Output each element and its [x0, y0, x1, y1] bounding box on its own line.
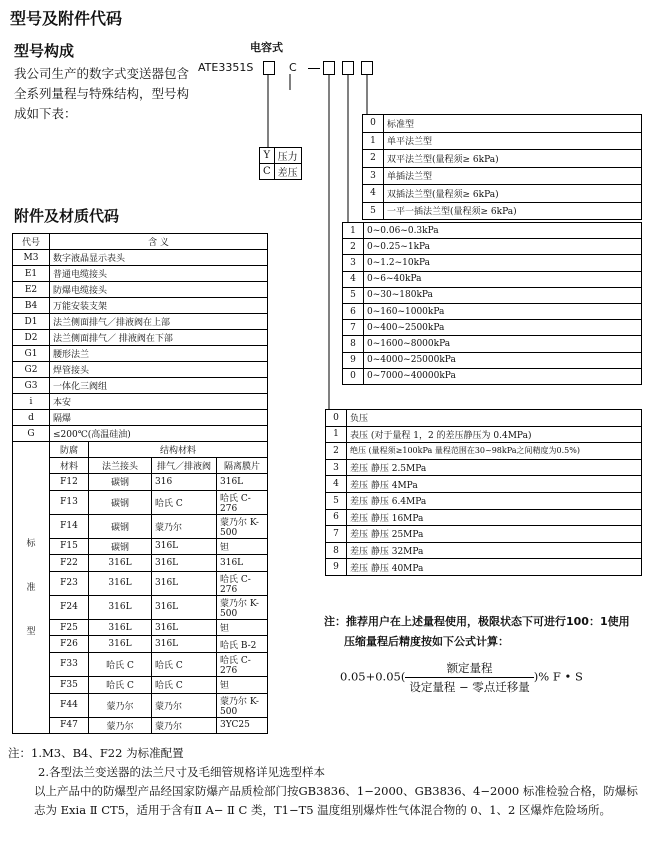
accessory-table — [12, 233, 268, 734]
material-code: F33 — [50, 652, 89, 676]
accessory-heading: 附件及材质代码 — [14, 207, 120, 225]
accessory-code: D2 — [13, 330, 50, 346]
standard-char: 标 — [26, 538, 36, 549]
structure-table — [362, 114, 642, 220]
pressure-row — [326, 559, 642, 576]
range-code: 3 — [343, 255, 364, 271]
flange-material: 316L — [89, 555, 152, 572]
structure-desc: 单插法兰型 — [384, 167, 642, 185]
pressure-desc: 差压 静压 2.5MPa — [347, 459, 642, 476]
vent-material: 316L — [152, 619, 217, 636]
material-row — [13, 619, 268, 636]
accessory-row — [13, 314, 268, 330]
material-code: F22 — [50, 555, 89, 572]
structure-desc: 一平一插法兰型(量程须≥ 6kPa) — [384, 202, 642, 220]
vent-material: 316L — [152, 555, 217, 572]
diaphragm-material: 钽 — [217, 619, 268, 636]
material-row — [13, 676, 268, 693]
vent-material: 316L — [152, 636, 217, 653]
material-code: F26 — [50, 636, 89, 653]
pressure-desc: 差压 静压 6.4MPa — [347, 492, 642, 509]
material-code: F44 — [50, 693, 89, 717]
accessory-code: G2 — [13, 362, 50, 378]
structure-row — [363, 132, 642, 150]
accessory-row — [13, 346, 268, 362]
diaphragm-material: 蒙乃尔 K-500 — [217, 595, 268, 619]
pressure-desc: 差压 静压 32MPa — [347, 542, 642, 559]
vent-material: 316L — [152, 571, 217, 595]
material-code: F47 — [50, 717, 89, 734]
pressure-code: 5 — [326, 492, 347, 509]
flange-material: 碳钢 — [89, 474, 152, 491]
pressure-row — [326, 509, 642, 526]
vent-header: 排气／排液阀 — [152, 458, 217, 474]
accessory-code: i — [13, 394, 50, 410]
material-row — [13, 693, 268, 717]
accessory-row — [13, 378, 268, 394]
diaphragm-material: 蒙乃尔 K-500 — [217, 693, 268, 717]
material-header: 材料 — [50, 458, 89, 474]
diaphragm-material: 蒙乃尔 K-500 — [217, 514, 268, 538]
flange-material: 哈氏 C — [89, 676, 152, 693]
vent-material: 316L — [152, 538, 217, 555]
material-row — [13, 555, 268, 572]
structure-code: 2 — [363, 150, 384, 168]
pressure-desc: 差压 静压 16MPa — [347, 509, 642, 526]
range-row — [343, 320, 642, 336]
structure-desc: 标准型 — [384, 115, 642, 133]
standard-char: 型 — [26, 626, 36, 637]
yc-row — [260, 164, 302, 180]
accessory-row — [13, 266, 268, 282]
accessory-desc: 数字液晶显示表头 — [50, 250, 268, 266]
range-desc: 0~30~180kPa — [364, 287, 642, 303]
pressure-row — [326, 526, 642, 543]
vent-material: 蒙乃尔 — [152, 514, 217, 538]
accessory-code: B4 — [13, 298, 50, 314]
material-row — [13, 595, 268, 619]
footer-note-1: 注：1.M3、B4、F22 为标准配置 — [8, 746, 184, 760]
yc-desc: 压力 — [274, 148, 301, 164]
diaphragm-material: 钽 — [217, 538, 268, 555]
vent-material: 哈氏 C — [152, 652, 217, 676]
vent-material: 316 — [152, 474, 217, 491]
model-intro: 我公司生产的数字式变送器包含全系列量程与特殊结构，型号构成如下表： — [14, 66, 190, 121]
accessory-desc: 一体化三阀组 — [50, 378, 268, 394]
range-desc: 0~160~1000kPa — [364, 303, 642, 319]
accessory-header-row — [13, 234, 268, 250]
capacitive-label: 电容式 — [250, 41, 283, 54]
material-code: F23 — [50, 571, 89, 595]
accuracy-formula — [340, 660, 583, 695]
range-desc: 0~0.25~1kPa — [364, 239, 642, 255]
range-desc: 0~400~2500kPa — [364, 320, 642, 336]
range-code: 4 — [343, 271, 364, 287]
material-row — [13, 652, 268, 676]
range-table — [342, 222, 642, 385]
standard-char: 准 — [26, 582, 36, 593]
material-code: F24 — [50, 595, 89, 619]
diaphragm-header: 隔离膜片 — [217, 458, 268, 474]
note-line: 压缩量程后精度按如下公式计算： — [344, 635, 509, 648]
pressure-desc: 绝压 (量程须≥100kPa 量程范围在30~98kPa之间精度为0.5%) — [347, 443, 642, 460]
flange-material: 316L — [89, 619, 152, 636]
structure-row — [363, 115, 642, 133]
material-row — [13, 474, 268, 491]
formula-fraction — [405, 660, 533, 695]
structure-row — [363, 202, 642, 220]
range-code: 0 — [343, 368, 364, 384]
yc-table — [259, 147, 302, 180]
flange-material: 碳钢 — [89, 490, 152, 514]
diaphragm-material: 哈氏 C-276 — [217, 652, 268, 676]
vent-material: 哈氏 C — [152, 490, 217, 514]
model-heading: 型号构成 — [14, 42, 75, 60]
accessory-row — [13, 426, 268, 442]
accessory-row — [13, 250, 268, 266]
material-row — [13, 538, 268, 555]
diaphragm-material: 3YC25 — [217, 717, 268, 734]
diaphragm-material: 316L — [217, 474, 268, 491]
formula-numerator: 额定量程 — [405, 660, 533, 678]
accessory-row — [13, 410, 268, 426]
accessory-row — [13, 298, 268, 314]
accessory-desc: 普通电缆接头 — [50, 266, 268, 282]
range-code: 5 — [343, 287, 364, 303]
accessory-row — [13, 362, 268, 378]
flange-material: 哈氏 C — [89, 652, 152, 676]
structure-row — [363, 150, 642, 168]
c-letter: C — [289, 61, 297, 74]
formula-suffix: )% F • S — [533, 669, 583, 684]
structure-desc: 单平法兰型 — [384, 132, 642, 150]
accessory-code: d — [13, 410, 50, 426]
formula-prefix: 0.05+0.05( — [340, 669, 406, 684]
accessory-code: G3 — [13, 378, 50, 394]
range-code: 6 — [343, 303, 364, 319]
diaphragm-material: 哈氏 C-276 — [217, 490, 268, 514]
accessory-row — [13, 330, 268, 346]
flange-material: 316L — [89, 636, 152, 653]
structure-code: 5 — [363, 202, 384, 220]
pressure-table — [325, 409, 642, 576]
vent-material: 蒙乃尔 — [152, 717, 217, 734]
yc-desc: 差压 — [274, 164, 301, 180]
accessory-code: G1 — [13, 346, 50, 362]
standard-type-label — [13, 442, 50, 734]
flange-header: 法兰接头 — [89, 458, 152, 474]
accessory-code: G — [13, 426, 50, 442]
accessory-desc: 腰形法兰 — [50, 346, 268, 362]
flange-material: 蒙乃尔 — [89, 693, 152, 717]
pressure-code: 7 — [326, 526, 347, 543]
structure-code: 0 — [363, 115, 384, 133]
footer-note-3: 以上产品中的防爆型产品经国家防爆产品质检部门按GB3836、1−2000、GB3836、4−2000 标准检验合格，防爆标志为 Exia Ⅱ CT5，适用于含有Ⅱ A− Ⅱ C 类，T1−T5 温度组别爆炸性气体混合物的 0、1、2 区爆炸危险场所。 — [34, 784, 638, 817]
flange-material: 蒙乃尔 — [89, 717, 152, 734]
material-subheader-row — [13, 458, 268, 474]
range-code: 1 — [343, 223, 364, 239]
pressure-code: 0 — [326, 410, 347, 427]
pressure-row — [326, 426, 642, 443]
pressure-code: 1 — [326, 426, 347, 443]
diaphragm-material: 钽 — [217, 676, 268, 693]
accessory-desc: 万能安装支架 — [50, 298, 268, 314]
accessory-desc: 法兰侧面排气／ 排液阀在下部 — [50, 330, 268, 346]
range-row — [343, 368, 642, 384]
pressure-code: 4 — [326, 476, 347, 493]
page-title: 型号及附件代码 — [10, 9, 123, 28]
flange-material: 碳钢 — [89, 538, 152, 555]
flange-material: 316L — [89, 571, 152, 595]
range-code: 8 — [343, 336, 364, 352]
range-desc: 0~0.06~0.3kPa — [364, 223, 642, 239]
range-row — [343, 303, 642, 319]
formula-denominator: 设定量程 − 零点迁移量 — [409, 680, 530, 694]
pressure-code: 2 — [326, 443, 347, 460]
flange-material: 316L — [89, 595, 152, 619]
pressure-desc: 差压 静压 25MPa — [347, 526, 642, 543]
vent-material: 蒙乃尔 — [152, 693, 217, 717]
material-code: F25 — [50, 619, 89, 636]
anti-corr-header: 防腐 — [50, 442, 89, 458]
material-row — [13, 571, 268, 595]
range-row — [343, 287, 642, 303]
pressure-code: 6 — [326, 509, 347, 526]
yc-row — [260, 148, 302, 164]
material-code: F35 — [50, 676, 89, 693]
accessory-desc: 防爆电缆接头 — [50, 282, 268, 298]
pressure-desc: 负压 — [347, 410, 642, 427]
yc-code: C — [260, 164, 275, 180]
range-code: 2 — [343, 239, 364, 255]
material-code: F15 — [50, 538, 89, 555]
range-row — [343, 223, 642, 239]
range-desc: 0~4000~25000kPa — [364, 352, 642, 368]
structure-material-header: 结构材料 — [89, 442, 268, 458]
diaphragm-material: 哈氏 C-276 — [217, 571, 268, 595]
pressure-code: 9 — [326, 559, 347, 576]
accessory-code: E1 — [13, 266, 50, 282]
diaphragm-material: 316L — [217, 555, 268, 572]
pressure-desc: 表压 (对于量程 1，2 的差压静压为 0.4MPa) — [347, 426, 642, 443]
footer-note-2: 2.各型法兰变送器的法兰尺寸及毛细管规格详见选型样本 — [38, 765, 325, 779]
material-header-row — [13, 442, 268, 458]
accessory-desc: 本安 — [50, 394, 268, 410]
range-row — [343, 352, 642, 368]
material-code: F14 — [50, 514, 89, 538]
pressure-row — [326, 492, 642, 509]
model-prefix: ATE3351S — [198, 61, 254, 74]
material-code: F13 — [50, 490, 89, 514]
range-code: 9 — [343, 352, 364, 368]
range-row — [343, 255, 642, 271]
meaning-header: 含 义 — [50, 234, 268, 250]
material-row — [13, 514, 268, 538]
structure-desc: 双平法兰型(量程须≥ 6kPa) — [384, 150, 642, 168]
pressure-code: 8 — [326, 542, 347, 559]
range-desc: 0~1600~8000kPa — [364, 336, 642, 352]
structure-desc: 双插法兰型(量程须≥ 6kPa) — [384, 185, 642, 203]
structure-row — [363, 185, 642, 203]
structure-code: 1 — [363, 132, 384, 150]
code-header: 代号 — [13, 234, 50, 250]
range-row — [343, 271, 642, 287]
structure-code: 4 — [363, 185, 384, 203]
range-desc: 0~1.2~10kPa — [364, 255, 642, 271]
accessory-desc: 法兰侧面排气／排液阀在上部 — [50, 314, 268, 330]
pressure-code: 3 — [326, 459, 347, 476]
accessory-row — [13, 282, 268, 298]
range-row — [343, 239, 642, 255]
accessory-code: E2 — [13, 282, 50, 298]
range-code: 7 — [343, 320, 364, 336]
structure-row — [363, 167, 642, 185]
accessory-row — [13, 394, 268, 410]
vent-material: 316L — [152, 595, 217, 619]
accessory-desc: 隔爆 — [50, 410, 268, 426]
range-row — [343, 336, 642, 352]
pressure-row — [326, 476, 642, 493]
accessory-code: M3 — [13, 250, 50, 266]
yc-code: Y — [260, 148, 275, 164]
pressure-row — [326, 542, 642, 559]
pressure-row — [326, 459, 642, 476]
flange-material: 碳钢 — [89, 514, 152, 538]
pressure-row — [326, 443, 642, 460]
accessory-code: D1 — [13, 314, 50, 330]
range-desc: 0~6~40kPa — [364, 271, 642, 287]
vent-material: 哈氏 C — [152, 676, 217, 693]
structure-code: 3 — [363, 167, 384, 185]
diaphragm-material: 哈氏 B-2 — [217, 636, 268, 653]
material-row — [13, 717, 268, 734]
note-line: 注：推荐用户在上述量程使用，极限状态下可进行100：1使用 — [324, 615, 630, 628]
pressure-desc: 差压 静压 4MPa — [347, 476, 642, 493]
material-row — [13, 636, 268, 653]
accessory-desc: 焊管接头 — [50, 362, 268, 378]
pressure-desc: 差压 静压 40MPa — [347, 559, 642, 576]
footer-notes — [8, 744, 646, 820]
range-desc: 0~7000~40000kPa — [364, 368, 642, 384]
accessory-desc: ≤200℃(高温硅油) — [50, 426, 268, 442]
material-code: F12 — [50, 474, 89, 491]
material-row — [13, 490, 268, 514]
pressure-row — [326, 410, 642, 427]
range-note — [324, 612, 644, 652]
